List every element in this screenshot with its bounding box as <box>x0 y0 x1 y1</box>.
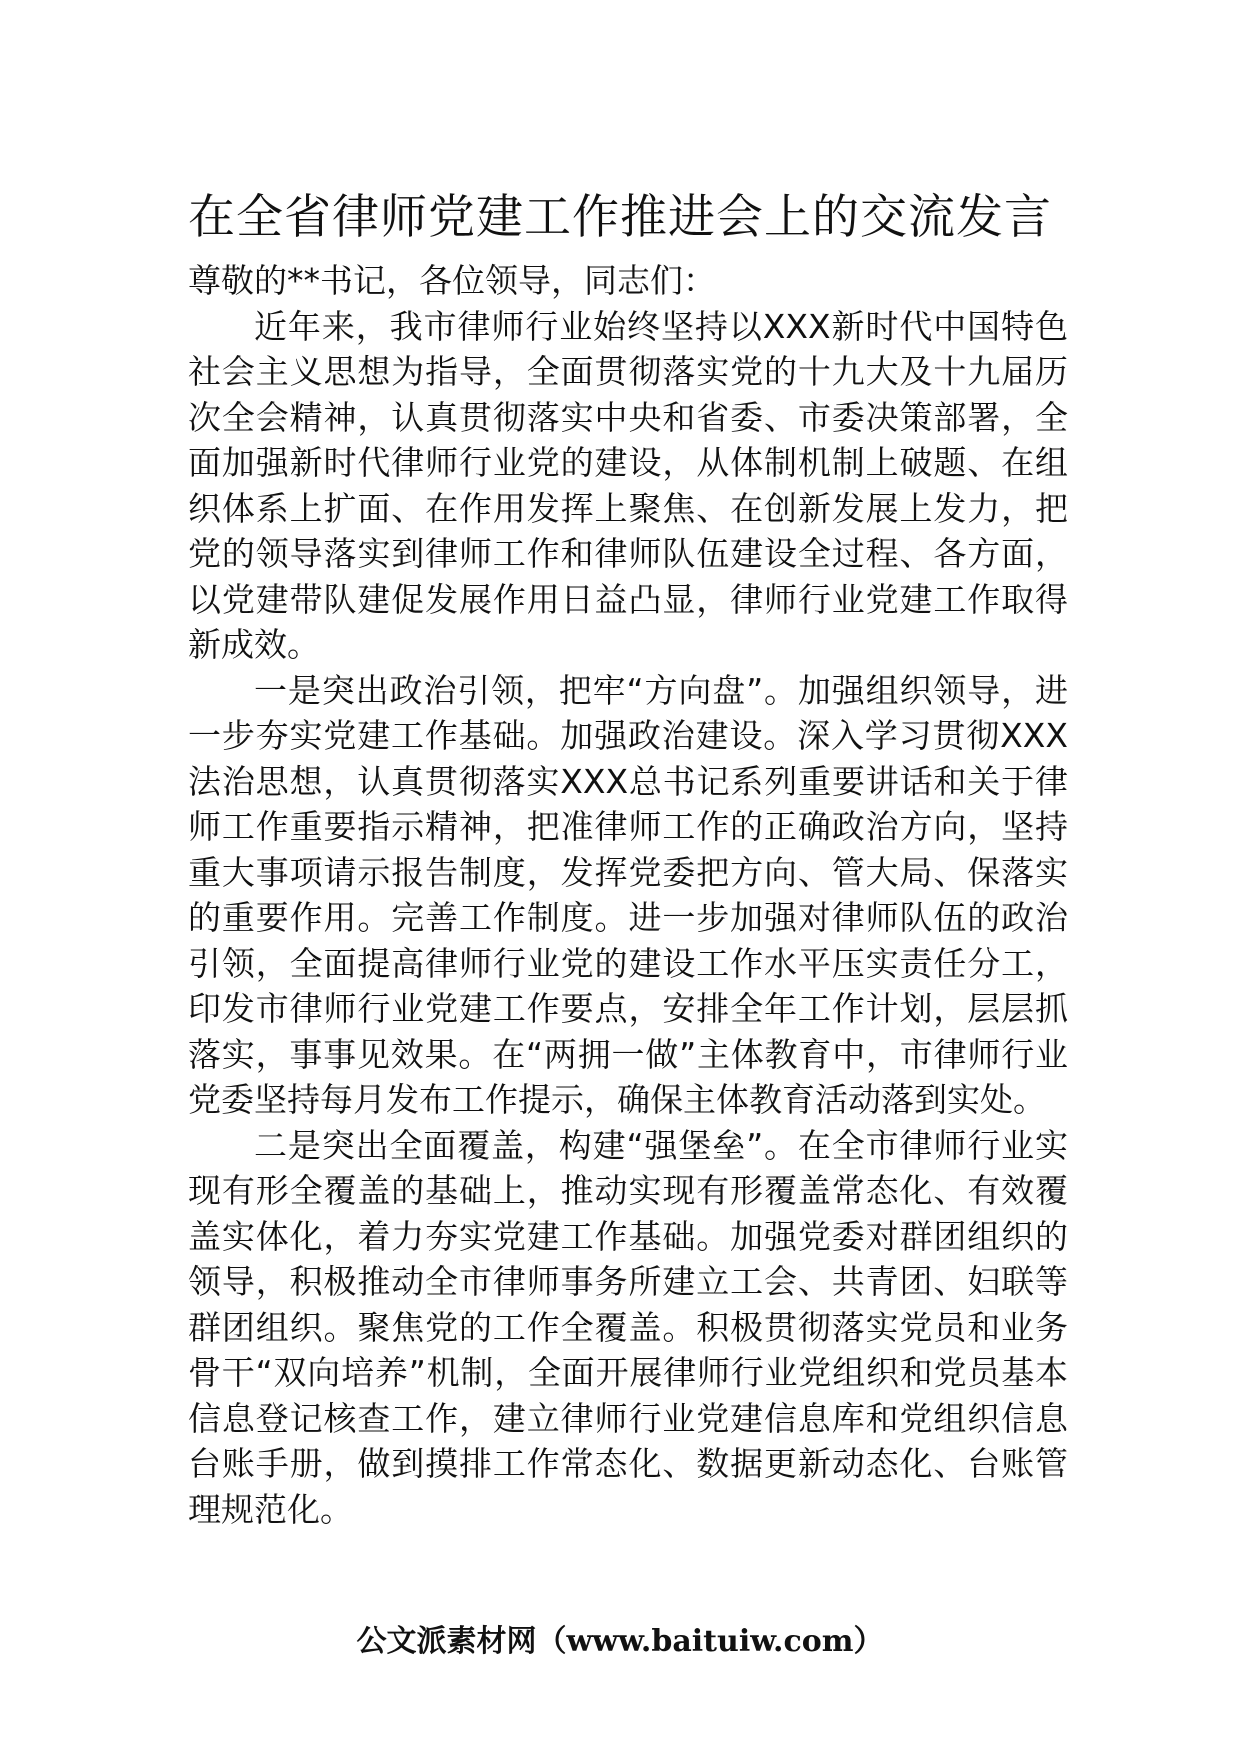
footer-watermark-text: 公文派素材网（www.baituiw.com） <box>356 1624 884 1659</box>
paragraph-intro: 近年来，我市律师行业始终坚持以XXX新时代中国特色社会主义思想为指导，全面贯彻落实党的十九大及十九届历次全会精神，认真贯彻落实中央和省委、市委决策部署，全面加强新时代律师行业党的建设，从体制机制上破题、在组织体系上扩面、在作用发挥上聚焦、在创新发展上发力，把党的领导落实到律师工作和律师队伍建设全过程、各方面，以党建带队建促发展作用日益凸显，律师行业党建工作取得新成效。 <box>188 306 1068 664</box>
document-body <box>188 258 1068 1532</box>
paragraph-political-leadership: 一是突出政治引领，把牢“方向盘”。加强组织领导，进一步夯实党建工作基础。加强政治建设。深入学习贯彻XXX法治思想，认真贯彻落实XXX总书记系列重要讲话和关于律师工作重要指示精神，把准律师工作的正确政治方向，坚持重大事项请示报告制度，发挥党委把方向、管大局、保落实的重要作用。完善工作制度。进一步加强对律师队伍的政治引领，全面提高律师行业党的建设工作水平压实责任分工，印发市律师行业党建工作要点，安排全年工作计划，层层抓落实，事事见效果。在“两拥一做”主体教育中，市律师行业党委坚持每月发布工作提示，确保主体教育活动落到实处。 <box>188 670 1068 1119</box>
salutation: 尊敬的**书记，各位领导，同志们： <box>188 261 716 300</box>
paragraph-full-coverage: 二是突出全面覆盖，构建“强堡垒”。在全市律师行业实现有形全覆盖的基础上，推动实现有形覆盖常态化、有效覆盖实体化，着力夯实党建工作基础。加强党委对群团组织的领导，积极推动全市律师事务所建立工会、共青团、妇联等群团组织。聚焦党的工作全覆盖。积极贯彻落实党员和业务骨干“双向培养”机制，全面开展律师行业党组织和党员基本信息登记核查工作，建立律师行业党建信息库和党组织信息台账手册，做到摸排工作常态化、数据更新动态化、台账管理规范化。 <box>188 1125 1068 1529</box>
document-title: 在全省律师党建工作推进会上的交流发言 <box>188 190 1052 245</box>
